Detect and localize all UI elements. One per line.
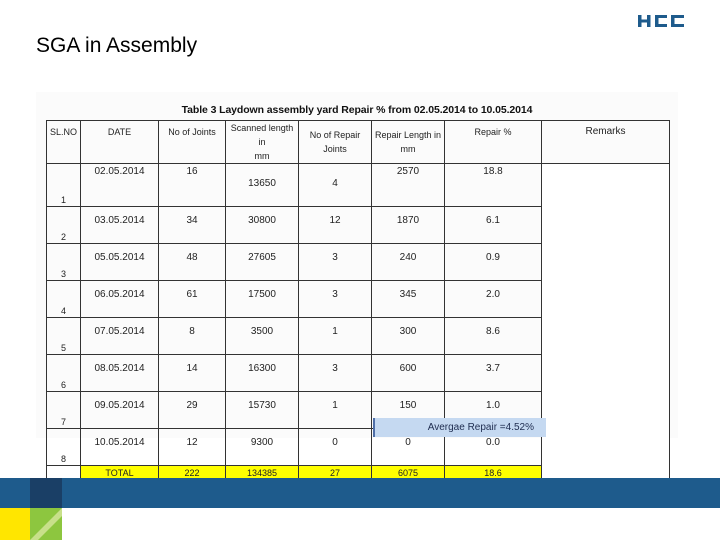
cell-repair-length: 150: [372, 392, 445, 429]
cell-date: 10.05.2014: [81, 429, 159, 466]
cell-repair-length: 0: [372, 429, 445, 466]
repair-table: [46, 120, 670, 481]
cell-repair-pct: 18.8: [445, 164, 542, 207]
cell-total-pct: 18.6: [445, 466, 542, 481]
cell-repair-pct: 3.7: [445, 355, 542, 392]
cell-repair-length: 345: [372, 281, 445, 318]
cell-scanned: 16300: [226, 355, 299, 392]
header-repair-joints-line2: Joints: [323, 144, 347, 154]
header-remarks: Remarks: [542, 121, 670, 164]
cell-joints: 8: [159, 318, 226, 355]
cell-repair-joints: 3: [299, 355, 372, 392]
cell-sl: 4: [47, 281, 81, 318]
cell-scanned: 9300: [226, 429, 299, 466]
cell-sl: 2: [47, 207, 81, 244]
header-joints: No of Joints: [159, 121, 226, 164]
cell-date: 08.05.2014: [81, 355, 159, 392]
cell-date: 05.05.2014: [81, 244, 159, 281]
header-scanned: [226, 121, 299, 164]
header-date: DATE: [81, 121, 159, 164]
cell-sl: 5: [47, 318, 81, 355]
cell-repair-joints: 1: [299, 318, 372, 355]
cell-sl: 7: [47, 392, 81, 429]
corner-decoration: [0, 508, 62, 540]
cell-repair-length: 600: [372, 355, 445, 392]
cell-total-repair-length: 6075: [372, 466, 445, 481]
header-repair-length-line2: mm: [400, 144, 416, 154]
cell-joints: 29: [159, 392, 226, 429]
header-repair-pct: Repair %: [445, 121, 542, 164]
cell-date: 02.05.2014: [81, 164, 159, 207]
cell-joints: 16: [159, 164, 226, 207]
cell-joints: 61: [159, 281, 226, 318]
cell-date: 09.05.2014: [81, 392, 159, 429]
cell-repair-joints: 3: [299, 244, 372, 281]
cell-repair-pct: 0.0: [445, 429, 542, 466]
table-title: Table 3 Laydown assembly yard Repair % from 02.05.2014 to 10.05.2014: [181, 104, 533, 116]
cell-repair-length: 2570: [372, 164, 445, 207]
cell-date: 07.05.2014: [81, 318, 159, 355]
cell-repair-joints: 12: [299, 207, 372, 244]
cell-scanned: 30800: [226, 207, 299, 244]
cell-scanned: 17500: [226, 281, 299, 318]
average-repair-box: Avergae Repair =4.52%: [373, 418, 546, 437]
cell-total-joints: 222: [159, 466, 226, 481]
cell-total-scanned: 134385: [226, 466, 299, 481]
cell-repair-pct: 2.0: [445, 281, 542, 318]
table-row: [47, 164, 670, 207]
footer-band: [0, 478, 720, 508]
cell-repair-pct: 6.1: [445, 207, 542, 244]
header-scanned-line1: Scanned length in: [230, 123, 294, 147]
cell-sl: 3: [47, 244, 81, 281]
footer-band-accent: [30, 478, 62, 508]
cell-scanned: 13650: [226, 164, 299, 207]
hcc-logo: [637, 12, 687, 30]
cell-joints: 14: [159, 355, 226, 392]
cell-repair-joints: 3: [299, 281, 372, 318]
cell-repair-length: 240: [372, 244, 445, 281]
header-repair-length: [372, 121, 445, 164]
cell-remarks: [542, 164, 670, 481]
cell-repair-pct: 0.9: [445, 244, 542, 281]
cell-repair-pct: 1.0: [445, 392, 542, 429]
cell-joints: 12: [159, 429, 226, 466]
cell-total-repair-joints: 27: [299, 466, 372, 481]
slide-title: SGA in Assembly: [36, 34, 198, 57]
cell-scanned: 15730: [226, 392, 299, 429]
header-repair-joints: [299, 121, 372, 164]
cell-repair-length: 300: [372, 318, 445, 355]
header-slno: SL.NO: [47, 121, 81, 164]
cell-joints: 34: [159, 207, 226, 244]
header-repair-joints-line1: No of Repair: [309, 130, 361, 140]
cell-repair-joints: 4: [299, 164, 372, 207]
cell-repair-pct: 8.6: [445, 318, 542, 355]
header-scanned-line2: mm: [254, 151, 270, 161]
cell-sl: 6: [47, 355, 81, 392]
table-header-row: [47, 121, 670, 164]
header-repair-length-line1: Repair Length in: [374, 130, 442, 140]
cell-repair-length: 1870: [372, 207, 445, 244]
cell-joints: 48: [159, 244, 226, 281]
cell-total-label: TOTAL: [81, 466, 159, 481]
cell-repair-joints: 1: [299, 392, 372, 429]
cell-repair-joints: 0: [299, 429, 372, 466]
cell-sl: 1: [47, 164, 81, 207]
cell-sl: 8: [47, 429, 81, 466]
cell-date: 03.05.2014: [81, 207, 159, 244]
cell-scanned: 3500: [226, 318, 299, 355]
cell-date: 06.05.2014: [81, 281, 159, 318]
cell-scanned: 27605: [226, 244, 299, 281]
